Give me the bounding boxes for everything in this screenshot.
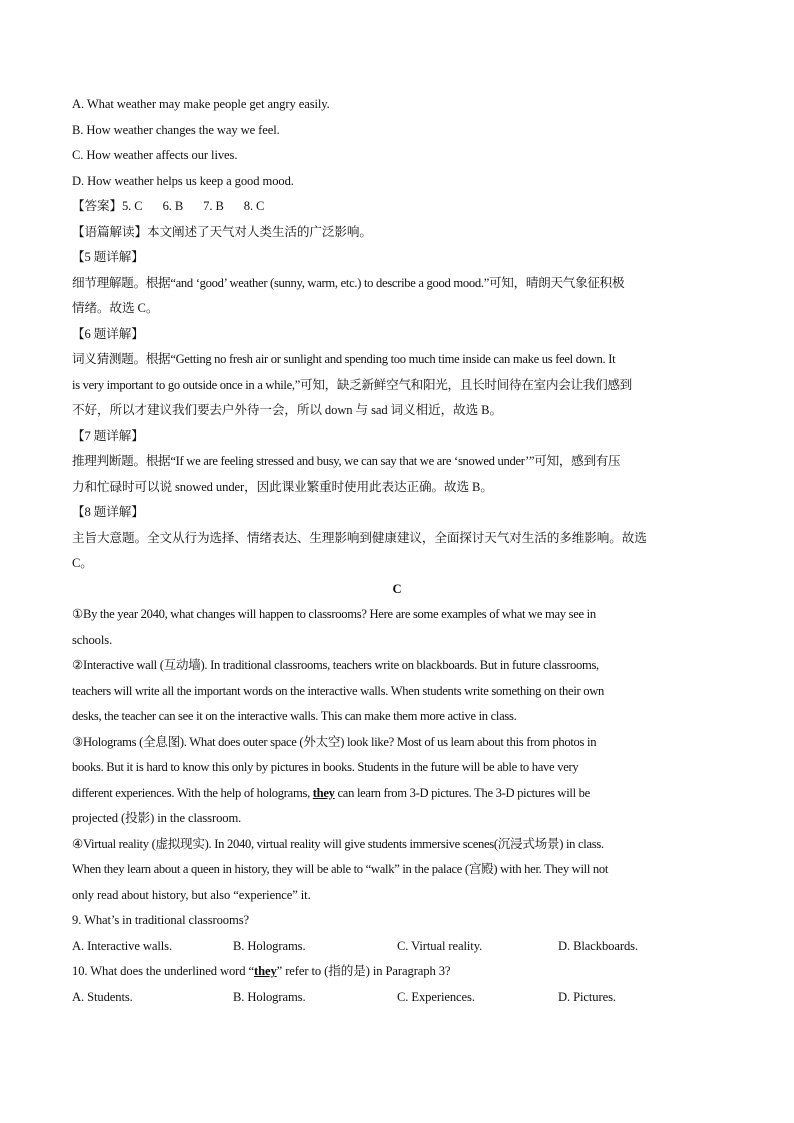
q10-options: [72, 985, 722, 1011]
document-page: [72, 92, 722, 1010]
q10-option-b: B. Holograms.: [233, 989, 306, 1004]
option-a: A. What weather may make people get angry easily.: [72, 97, 330, 111]
answer-item: 7. B: [203, 199, 224, 213]
q9-option-a: A. Interactive walls.: [72, 938, 173, 953]
q9-options: [72, 934, 722, 960]
q6-explanation-line: is very important to go outside once in a while,”可知，缺乏新鲜空气和阳光，且长时间待在室内会让我们感到: [72, 377, 632, 392]
reading-note-label: 【语篇解读】: [72, 224, 147, 239]
paragraph-2-line: desks, the teacher can see it on the interactive walls. This can make them more active in class.: [72, 709, 517, 723]
paragraph-2-line: teachers will write all the important words on the interactive walls. When students write something on their own: [72, 683, 605, 698]
answer-label: 【答案】: [72, 199, 122, 213]
q10-option-c: C. Experiences.: [397, 989, 475, 1004]
q9-stem: 9. What’s in traditional classrooms?: [72, 913, 249, 927]
q7-heading: 【7 题详解】: [72, 428, 144, 443]
answer-item: 6. B: [162, 199, 184, 213]
q10-option-d: D. Pictures.: [558, 989, 616, 1004]
q9-option-c: C. Virtual reality.: [397, 938, 483, 953]
q10-stem-text: ” refer to (指的是) in Paragraph 3?: [276, 964, 451, 978]
q5-heading: 【5 题详解】: [72, 250, 144, 264]
paragraph-3-line: books. But it is hard to know this only by pictures in books. Students in the future will be able to have very: [72, 760, 579, 774]
answer-line: [72, 194, 722, 220]
option-d: D. How weather helps us keep a good mood.: [72, 173, 294, 188]
q10-stem-text: 10. What does the underlined word “: [72, 964, 254, 978]
reading-note: [72, 220, 722, 246]
paragraph-3-line: [72, 781, 722, 807]
paragraph-3-line: projected (投影) in the classroom.: [72, 811, 242, 825]
paragraph-4-line: only read about history, but also “experience” it.: [72, 887, 311, 902]
q5-explanation-line: 情绪。故选 C。: [72, 301, 159, 315]
underlined-word-they: they: [312, 785, 335, 800]
q6-heading: 【6 题详解】: [72, 326, 144, 341]
option-c: C. How weather affects our lives.: [72, 148, 238, 162]
q8-explanation-line: 主旨大意题。全文从行为选择、情绪表达、生理影响到健康建议，全面探讨天气对生活的多维影响。故选: [72, 530, 647, 545]
paragraph-2-line: ②Interactive wall (互动墙). In traditional classrooms, teachers write on blackboards. But in future classrooms,: [72, 658, 599, 672]
q6-explanation-line: 不好，所以才建议我们要去户外待一会，所以 down 与 sad 词义相近，故选 B。: [72, 403, 502, 417]
paragraph-4-line: ④Virtual reality (虚拟现实). In 2040, virtual reality will give students immersive scenes(沉浸式场景) in class.: [72, 836, 604, 851]
q7-explanation-line: 力和忙碌时可以说 snowed under，因此课业繁重时使用此表达正确。故选 B。: [72, 479, 493, 494]
q5-explanation-line: 细节理解题。根据“and ‘good’ weather (sunny, warm, etc.) to describe a good mood.”可知，晴朗天气象征积极: [72, 275, 625, 290]
paragraph-1-line: schools.: [72, 632, 113, 647]
q10-underlined-word: they: [253, 964, 277, 978]
answer-item: 5. C: [121, 199, 143, 213]
paragraph-3-text: different experiences. With the help of holograms,: [72, 785, 313, 800]
option-b: B. How weather changes the way we feel.: [72, 122, 280, 137]
q9-option-d: D. Blackboards.: [558, 938, 638, 953]
paragraph-1-line: ①By the year 2040, what changes will happen to classrooms? Here are some examples of what we may see in: [72, 607, 596, 621]
q6-explanation-line: 词义猜测题。根据“Getting no fresh air or sunlight and spending too much time inside can make us feel down. It: [72, 352, 616, 366]
paragraph-4-line: When they learn about a queen in history, they will be able to “walk” in the palace (宫殿) with her. They will not: [72, 862, 609, 876]
paragraph-3-text: can learn from 3-D pictures. The 3-D pictures will be: [334, 785, 590, 800]
answer-item: 8. C: [243, 199, 265, 213]
paragraph-3-line: ③Holograms (全息图). What does outer space (外太空) look like? Most of us learn about this from photos in: [72, 734, 597, 749]
q10-option-a: A. Students.: [72, 989, 133, 1004]
passage-title: C: [392, 581, 402, 596]
q8-explanation-line: C。: [72, 556, 93, 570]
reading-note-text: 本文阐述了天气对人类生活的广泛影响。: [146, 224, 372, 239]
q8-heading: 【8 题详解】: [72, 505, 144, 519]
q9-option-b: B. Holograms.: [233, 938, 306, 953]
q7-explanation-line: 推理判断题。根据“If we are feeling stressed and busy, we can say that we are ‘snowed under’”可知，感到有压: [72, 454, 621, 468]
q10-stem: [72, 959, 722, 985]
